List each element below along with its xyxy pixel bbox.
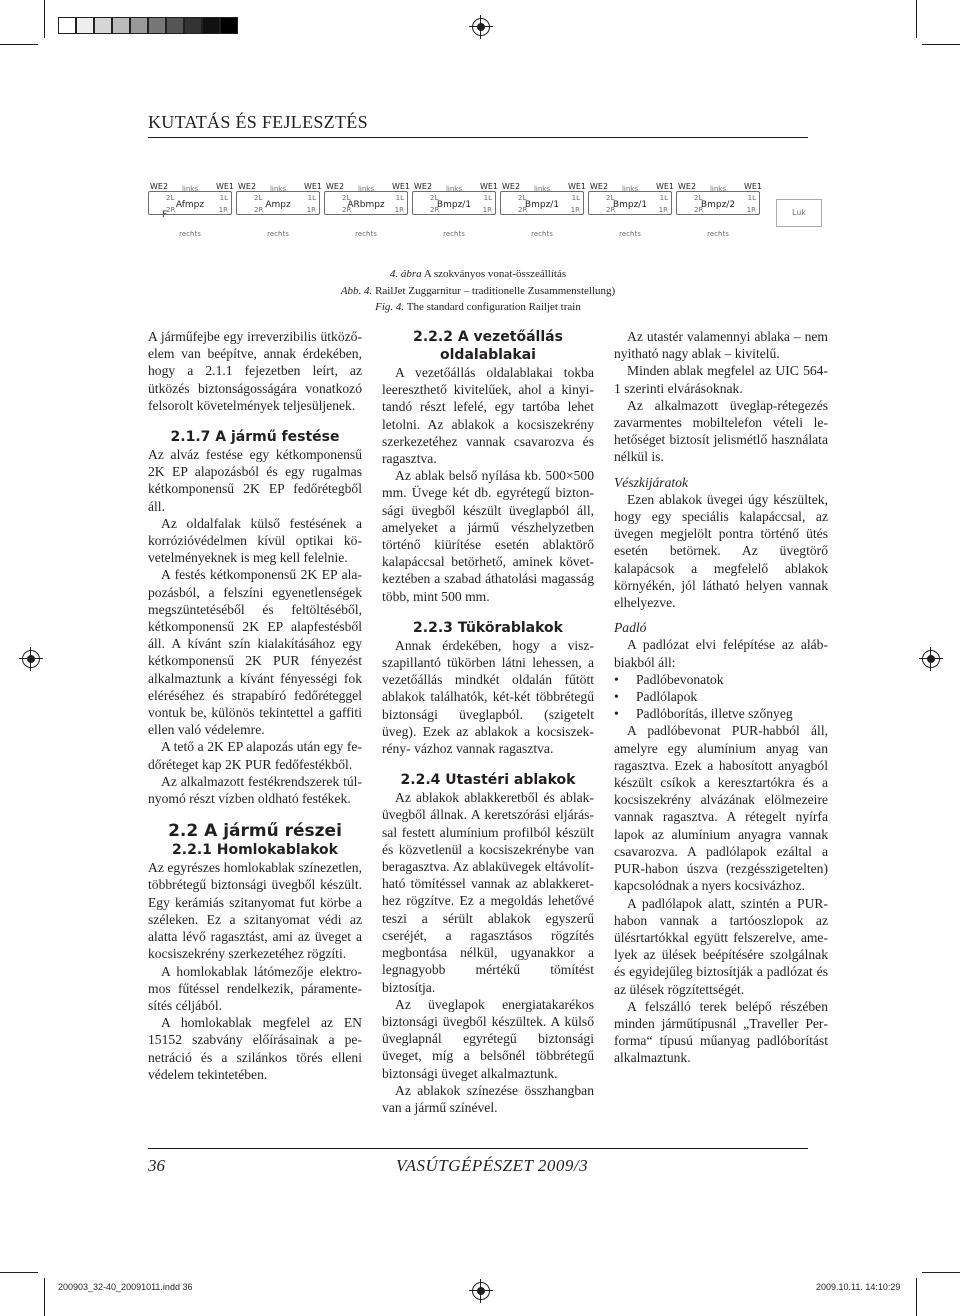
paragraph: Az utastér valamennyi ablaka – nem nyitható nagy ablak – kivitelű. <box>614 329 828 362</box>
crop-mark-br-h <box>922 1272 960 1273</box>
car-end-left: WE2 <box>502 182 521 191</box>
heading-2-2-4: 2.2.4 Utastéri ablakok <box>400 772 576 789</box>
train-car <box>588 180 674 238</box>
car-door-label: 1L <box>659 194 668 202</box>
car-rechts-label: rechts <box>619 230 641 238</box>
car-door-label: 1R <box>482 206 492 214</box>
color-bar <box>58 17 238 34</box>
slug-file: 200903_32-40_20091011.indd 36 <box>58 1282 193 1292</box>
car-end-left: WE2 <box>238 182 257 191</box>
car-end-left: WE2 <box>678 182 697 191</box>
heading-2-2-1: 2.2.1 Homlokablakok <box>172 842 338 859</box>
car-end-right: WE1 <box>655 182 674 191</box>
car-door-label: 2L <box>606 194 615 202</box>
column-3 <box>614 328 828 1067</box>
car-door-label: 2R <box>518 206 528 214</box>
subheading-veszkijaratok: Vészkijáratok <box>614 474 688 490</box>
paragraph: Az egyrészes homlokablak színezetlen, többrétegű biztonsági üvegből készült. Egy kerámiás szitanyomat fut körbe a széleken. Ez a szitanyomat védi az alatta lévő ragasztást, ami az üveget a kocsiszekrény szerkezetéhez rögzíti. <box>148 860 362 962</box>
list-item: • Padlóborítás, illetve szőnyeg <box>614 705 828 722</box>
heading-2-2-3: 2.2.3 Tükörablakok <box>413 619 563 636</box>
train-car <box>412 180 498 238</box>
car-door-label: 1L <box>747 194 756 202</box>
car-door-label: 2L <box>430 194 439 202</box>
car-end-left: WE2 <box>414 182 433 191</box>
paragraph: Az üveglapok energiatakarékos biztonsági üvegből készültek. A külső üveglapnál egyrétegű biztonsági üveget, míg a belsőnél többrétegű biztonsági üveget alkalmaztunk. <box>382 996 594 1081</box>
paragraph: A padlólapok alatt, szintén a PUR-habon vannak a tartóoszlopok az ülésrtartókkal együtt felszerelve, amelyek az ülések beépítésére szolgálnak és egyidejűleg biztosítják a padlózat és az ülések rögzítettségét. <box>614 895 828 997</box>
car-links-label: links <box>709 185 727 193</box>
caption-en: Fig. 4. The standard configuration Railjet train <box>375 301 581 313</box>
car-door-label: 2L <box>342 194 351 202</box>
car-rechts-label: rechts <box>179 230 201 238</box>
crop-mark-tl-v <box>44 0 45 38</box>
train-car <box>236 180 322 238</box>
car-door-label: 1R <box>570 206 580 214</box>
car-door-label: 1L <box>219 194 228 202</box>
heading-2-1-7: 2.1.7 A jármű festése <box>170 429 340 446</box>
list-item: • Padlóbevonatok <box>614 671 828 688</box>
crop-mark-tl-h <box>0 44 38 45</box>
crop-mark-bl-v <box>44 1278 45 1316</box>
registration-mark-left-icon <box>22 650 40 668</box>
slug-date: 2009.10.11. 14:10:29 <box>816 1282 901 1292</box>
figure-caption <box>148 266 808 316</box>
train-car <box>500 180 586 238</box>
train-car <box>148 180 234 238</box>
paragraph: Az ablakok színezése összhangban van a jármű színével. <box>382 1082 594 1115</box>
paragraph: Az alkalmazott üveglap-rétegezés zavarmentes mobiltelefon vételi lehetőséget biztosít jelismétlő használata nélkül is. <box>614 397 828 465</box>
train-diagram <box>148 180 820 242</box>
registration-mark-right-icon <box>922 650 940 668</box>
car-door-label: 2L <box>518 194 527 202</box>
car-rechts-label: rechts <box>707 230 729 238</box>
car-type-label: Afmpz <box>175 200 205 210</box>
heading-2-2: 2.2 A jármű részei <box>168 821 342 842</box>
paragraph: Az alkalmazott festékrendszerek túlnyomó részt vízben oldható festékek. <box>148 773 362 807</box>
car-type-label: Bmpz/1 <box>524 200 560 210</box>
caption-hu: 4. ábra A szokványos vonat-összeállítás <box>389 268 567 280</box>
car-end-right: WE1 <box>479 182 498 191</box>
car-type-label: Bmpz/1 <box>436 200 472 210</box>
registration-mark-bottom-icon <box>472 1282 490 1300</box>
car-end-right: WE1 <box>743 182 762 191</box>
car-door-label: 1L <box>571 194 580 202</box>
crop-mark-tr-h <box>922 44 960 45</box>
paragraph: A tető a 2K EP alapozás után egy fedőréteget kap 2K PUR fedőfestékből. <box>148 739 362 772</box>
car-end-left: WE2 <box>150 182 169 191</box>
paragraph: Az ablak belső nyílása kb. 500×500 mm. Üvege két db. egyrétegű biztonsági üvegből készült üveglapból áll, amelyeket a jármű vészhelyzetben történő kiürítése esetén ablaktörő kalapáccsal betörhető, aminek következtében a szabad áthatolási magasság több, mint 500 mm. <box>382 468 594 604</box>
train-car <box>676 180 762 238</box>
car-door-label: 2L <box>694 194 703 202</box>
header-rule <box>148 137 808 138</box>
paragraph: A homlokablak látómezője elektromos fűtéssel rendelkezik, páramentesítés céljából. <box>148 963 362 1013</box>
car-door-label: 2R <box>254 206 264 214</box>
car-door-label: 2R <box>166 206 176 214</box>
car-type-label: Ampz <box>265 200 291 210</box>
car-door-label: 1L <box>395 194 404 202</box>
car-end-left: WE2 <box>326 182 345 191</box>
column-1 <box>148 328 362 1083</box>
paragraph: A homlokablak megfelel az EN 15152 szabvány előírásainak a penetráció és a szilánkos törés elleni védelem tekintetében. <box>148 1015 362 1082</box>
footer-rule <box>148 1148 808 1149</box>
section-header: KUTATÁS ÉS FEJLESZTÉS <box>148 112 368 132</box>
paragraph: Ezen ablakok üvegei úgy készültek, hogy egy speciális kalapáccsal, az üvegen megjelölt pontra történő ütés esetén betörnek. Az üvegtörő kalapácsok a megfelelő ablakok környékén, jól látható helyen vannak elhelyezve. <box>614 491 828 611</box>
car-links-label: links <box>445 185 463 193</box>
car-door-label: 1R <box>658 206 668 214</box>
paragraph: A vezetőállás oldalablakai tokba leereszthető kivitelűek, ahol a kinyitandó részt lefelé, egy tartóba lehet letolni. Az ablakok a kocsiszekrény szerkezetéhez vannak csavarozva és ragasztva. <box>382 365 594 467</box>
bullet-list <box>614 671 828 723</box>
heading-2-2-2-cont: oldalablakai <box>440 347 536 363</box>
car-door-label: 2L <box>254 194 263 202</box>
car-links-label: links <box>357 185 375 193</box>
paragraph: Az alváz festése egy kétkomponensű 2K EP alapozásból és egy rugalmas kétkomponensű 2K EP fedőrétegből áll. <box>148 447 362 514</box>
paragraph: A felszálló terek belépő részében minden járműtípusnál „Traveller Performa“ típusú műanyag padlóborítást alkalmaztunk. <box>614 998 828 1066</box>
car-rechts-label: rechts <box>443 230 465 238</box>
car-door-label: 1L <box>483 194 492 202</box>
journal-title: VASÚTGÉPÉSZET 2009/3 <box>396 1156 589 1175</box>
locomotive-box: Luk <box>776 199 822 227</box>
caption-de: Abb. 4. RailJet Zuggarnitur – traditionelle Zusammenstellung) <box>340 284 616 297</box>
crop-mark-tr-v <box>916 0 917 38</box>
car-links-label: links <box>181 185 199 193</box>
car-type-label: ARbmpz <box>347 200 385 210</box>
registration-mark-top-icon <box>472 18 490 36</box>
car-end-right: WE1 <box>303 182 322 191</box>
car-type-label: Bmpz/2 <box>700 200 736 210</box>
crop-mark-br-v <box>916 1278 917 1316</box>
column-2 <box>382 328 594 1116</box>
car-door-label: 1R <box>218 206 228 214</box>
car-door-label: 2L <box>166 194 175 202</box>
car-door-label: 2R <box>694 206 704 214</box>
car-end-right: WE1 <box>567 182 586 191</box>
car-type-label: Bmpz/1 <box>612 200 648 210</box>
crop-mark-bl-h <box>0 1272 38 1273</box>
paragraph: A festés kétkomponensű 2K EP alapozásból, a felszíni egyenetlenségek megszüntetéséből és feltöltéséből, kétkomponensű 2K EP alapfestésből áll. A kívánt szín kialakításához egy kétkomponensű 2K PUR fényezést alkalmaztunk a kívánt fényességi fok eléréséhez és strapabíró fedőréteggel vontuk be, különös tekintettel a gaffiti ellen való védelemre. <box>148 567 362 738</box>
car-door-label: 1R <box>306 206 316 214</box>
car-end-right: WE1 <box>215 182 234 191</box>
car-end-right: WE1 <box>391 182 410 191</box>
car-door-label: 2R <box>430 206 440 214</box>
car-rechts-label: rechts <box>531 230 553 238</box>
list-item: • Padlólapok <box>614 688 828 705</box>
car-links-label: links <box>269 185 287 193</box>
car-door-label: 1R <box>394 206 404 214</box>
train-car <box>324 180 410 238</box>
train-start-mark: F <box>162 210 168 220</box>
car-end-left: WE2 <box>590 182 609 191</box>
subheading-padlo: Padló <box>614 620 647 636</box>
page-number: 36 <box>148 1156 165 1175</box>
car-links-label: links <box>621 185 639 193</box>
car-rechts-label: rechts <box>267 230 289 238</box>
car-door-label: 2R <box>606 206 616 214</box>
paragraph: A padlózat elvi felépítése az alábbiakból áll: <box>614 637 828 670</box>
paragraph: Az oldalfalak külső festésének a korrózióvédelmen kívül optikai követelményeknek is meg kell felelnie. <box>148 515 362 566</box>
car-door-label: 1R <box>746 206 756 214</box>
car-rechts-label: rechts <box>355 230 377 238</box>
car-door-label: 1L <box>307 194 316 202</box>
car-door-label: 2R <box>342 206 352 214</box>
heading-2-2-2: 2.2.2 A vezetőállás <box>413 329 563 345</box>
paragraph: Az ablakok ablakkeretből és ablaküvegből állnak. A keretszórási eljárással festett alumínium profilból készült és közvetlenül a kocsiszekrénybe van beragasztva. Az ablaküvegek eltávolítható tömítéssel vannak az ablakkerethez rögzítve. Ez a megoldás lehetővé teszi a sérült ablakok egyszerű cseréjét, a ragasztásos rögzítés megbontása nélkül, ugyanakkor a legnagyobb mértékű tömítést biztosítja. <box>382 790 594 995</box>
car-links-label: links <box>533 185 551 193</box>
paragraph: A járműfejbe egy irreverzibilis ütközőelem van beépítve, annak érdekében, hogy a 2.1.1 fejezetben leírt, az ütközés biztonságosságára vonatkozó felsorolt követelmények teljesüljenek. <box>148 329 362 413</box>
paragraph: Minden ablak megfelel az UIC 564-1 szerinti elvárásoknak. <box>614 363 828 396</box>
paragraph: A padlóbevonat PUR-habból áll, amelyre egy alumínium anyag van ragasztva. Ezek a habosított anyagból készült csíkok a keresztartókra és a kocsiszekrény alvázának elölmezeire vannak ragasztva. A rétegelt nyírfa lapok az alumínium anyagra vannak csavarozva. A padlólapok ezáltal a PUR-habon úszva (rezgésszigetelten) kapcsolódnak a nyers kocsivázhoz. <box>614 723 828 894</box>
paragraph: Annak érdekében, hogy a viszszapillantó tükörben látni lehessen, a vezetőállás mindkét oldalán fűtött ablakok találhatók, két-két többrétegű biztonsági üveglapból. (szigetelt üveg). Ezek az ablakok a kocsiszekrény- vázhoz vannak ragasztva. <box>382 637 594 757</box>
